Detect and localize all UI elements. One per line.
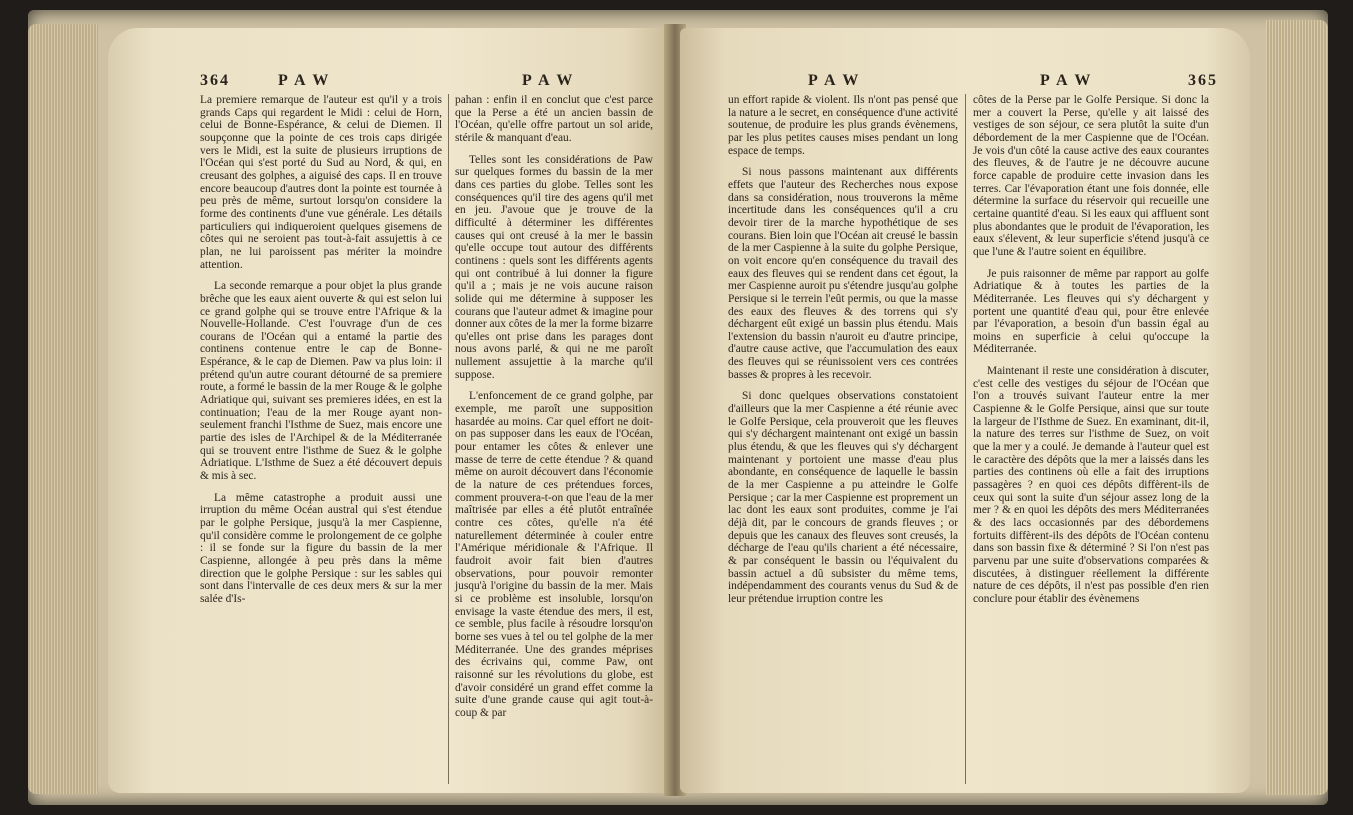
left-page-number: 364 bbox=[200, 72, 230, 89]
paragraph: La seconde remarque a pour objet la plus grande brêche que les eaux aient ouverte & qui est selon lui ce grand golphe qui se trouve entre l'Afrique & la Nouvelle-Hollande. C'est l'ouvrage d'un de ces courans de l'Océan qui a entamé la partie des continens contenue entre le cap de Bonne-Espérance, & le cap de Diemen. Paw va plus loin: il prétend qu'un autre courant détourné de sa premiere route, a formé le bassin de la mer Rouge & le golphe Adriatique qui, suivant ses premieres idées, en est la continuation; l'eau de la mer Rouge ayant non-seulement franchi l'Isthme de Suez, mais encore une partie des isles de l'Archipel & de la Méditerranée qui se trouvent entre l'isthme de Suez & le golphe Adriatique. L'Isthme de Suez a été découvert depuis & mis à sec. bbox=[200, 280, 442, 483]
right-column-2 bbox=[973, 94, 1209, 615]
right-column-1 bbox=[728, 94, 958, 615]
paragraph: Maintenant il reste une considération à discuter, c'est celle des vestiges du séjour de l'Océan que l'on a trouvés suivant l'auteur entre la mer Caspienne & le Golfe Persique, ainsi que sur toute la largeur de l'Isthme de Suez. En examinant, dit-il, la nature des terres sur l'isthme de Suez, on voit que la mer y a coulé. Je demande à l'auteur quel est le caractère des dépôts que la mer a laissés dans les parties des continens où elle a fait des irruptions passagères ? en quoi ces dépôts diffèrent-ils de ceux qui sont la suite d'un séjour assez long de la mer ? & en quoi les dépôts des mers Méditerranées & des lacs occasionnés par des débordemens fortuits diffèrent-ils des dépôts de l'Océan contenu dans son bassin fixe & déterminé ? Si l'on n'est pas parvenu par une suite d'observations comparées & discutées, à distinguer réellement la différente nature de ces dépôts, il n'est pas possible d'en rien conclure pour établir des évènemens bbox=[973, 365, 1209, 605]
right-page-number: 365 bbox=[1188, 72, 1218, 89]
paragraph: La même catastrophe a produit aussi une irruption du même Océan austral qui s'est étendue par le golphe Persique, jusqu'à la mer Caspienne, qu'il considère comme le prolongement de ce golphe : il se fonde sur la figure du bassin de la mer Caspienne, allongée à peu près dans la même direction que le golphe Persique : sur les sables qui sont dans l'intervalle de ces deux mers & sur la mer salée d'Is- bbox=[200, 491, 442, 605]
paragraph: Telles sont les considérations de Paw sur quelques formes du bassin de la mer dans ces parties du globe. Telles sont les conséquences qu'il tire des agens qu'il met en jeu. J'avoue que je trouve de la difficulté à déterminer les différentes causes qui ont creusé à la mer le bassin qu'elle occupe tout autour des différents continens : quels sont les différents agents qui ont contribué à lui donner la figure qu'il a ; mais je ne vois aucune raison solide qui me détermine à supposer les courans que l'auteur admet & imagine pour donner aux côtes de la mer la forme bizarre qu'elles ont prise dans les parages dont nous avons parlé, & qui ne me paroît nullement assujettie à la marche qu'il suppose. bbox=[455, 153, 653, 381]
left-page-edges bbox=[28, 24, 98, 794]
column-divider bbox=[965, 94, 966, 784]
paragraph: Si nous passons maintenant aux différents effets que l'auteur des Recherches nous expose dans sa considération, nous trouverons la même incertitude dans les conséquences qu'il a cru devoir tirer de la marche hypothétique de ses courans. Bien loin que l'Océan ait creusé le bassin de la mer Caspienne à la suite du golphe Persique, on voit encore qu'en conséquence du travail des eaux des fleuves qui se rendent dans cet égout, la mer Caspienne auroit pu s'étendre jusqu'au golphe Persique si le terrein l'eût permis, ou que la masse des eaux des fleuves & des torrens qui s'y déchargent eût exigé un bassin plus étendu. Mais l'extension du bassin n'auroit eu d'autre principe, d'autre cause active, que l'accumulation des eaux des fleuves qui se réunissoient vers ces contrées basses & propres à les recevoir. bbox=[728, 166, 958, 381]
paragraph: Si donc quelques observations constatoient d'ailleurs que la mer Caspienne a été réunie avec le Golfe Persique, cela prouveroit que les fleuves qui s'y déchargent maintenant ont exigé un bassin plus étendu, & que les fleuves qui s'y déchargent maintenant y portoient une masse d'eau plus abondante, en conséquence de laquelle le bassin de la mer Caspienne a pu atteindre le Golfe Persique ; car la mer Caspienne est proprement un lac dont les eaux sont produites, comme je l'ai déjà dit, par le concours de grands fleuves ; or depuis que les canaux des fleuves sont creusés, la décharge de l'eau qu'ils charient a été nécessaire, & par conséquent le bassin ou l'équivalent du bassin actuel a dû subsister du même tems, indépendamment des courants venus du Sud & de leur prétendue irruption contre les bbox=[728, 390, 958, 605]
left-running-head-1: P A W bbox=[278, 72, 331, 89]
right-running-head-2: P A W bbox=[1040, 72, 1093, 89]
paragraph: côtes de la Perse par le Golfe Persique. Si donc la mer a couvert la Perse, qu'elle y ait laissé des vestiges de son séjour, ce sera plutôt la suite d'un débordement de la mer Caspienne que de l'Océan. Je vois d'un côté la cause active des eaux courantes des fleuves, & de l'autre je ne découvre aucune force capable de produire cette invasion dans les terres. Car l'évaporation étant une fois donnée, elle détermine la surface du réservoir qui recueille une certaine quantité d'eau. Si les eaux qui affluent sont plus abondantes que le produit de l'évaporation, les eaux s'élevent, & leur superficie s'étend jusqu'à ce que l'une & l'autre soient en équilibre. bbox=[973, 94, 1209, 258]
column-divider bbox=[448, 94, 449, 784]
left-column-1 bbox=[200, 94, 442, 615]
paragraph: pahan : enfin il en conclut que c'est parce que la Perse a été un ancien bassin de l'Océan, qu'elle offre partout un sol aride, stérile & manquant d'eau. bbox=[455, 94, 653, 144]
paragraph: Je puis raisonner de même par rapport au golfe Adriatique & à toutes les parties de la Méditerranée. Les fleuves qui s'y déchargent y portent une quantité d'eau qui, pour être enlevée par l'évaporation, a besoin d'un bassin égal au moins en superficie à celui qu'occupe la Méditerranée. bbox=[973, 267, 1209, 356]
paragraph: La premiere remarque de l'auteur est qu'il y a trois grands Caps qui regardent le Midi : celui de Horn, celui de Bonne-Espérance, & celui de Diemen. Il soupçonne que la pointe de ces trois caps dirigée vers le Midi, est la suite de plusieurs irruptions de l'Océan qui s'est porté du Sud au Nord, & qui, en creusant des golphes, a aiguisé des caps. Il en trouve encore beaucoup d'autres dont la pointe est tournée à peu près de même, surtout lorsqu'on considere la forme des continents d'une vue générale. Les détails particuliers qui indiqueroient quelques gisemens de côtes qui ne seroient pas tout-à-fait assujettis à ce plan, ne lui paroissent pas mériter la moindre attention. bbox=[200, 94, 442, 271]
left-column-2 bbox=[455, 94, 653, 729]
open-book bbox=[28, 10, 1328, 805]
left-running-head-2: P A W bbox=[522, 72, 575, 89]
right-page-edges bbox=[1266, 20, 1328, 795]
left-page bbox=[108, 28, 670, 793]
right-page bbox=[680, 28, 1250, 793]
paragraph: L'enfoncement de ce grand golphe, par exemple, me paroît une supposition hasardée au moins. Car quel effort ne doit-on pas supposer dans les eaux de l'Océan, pour entamer les côtes & enlever une masse de terre de cette étendue ? & quand même on auroit découvert dans l'économie de la nature de ces prétendues forces, comment prouvera-t-on que l'eau de la mer maîtrisée par elles a été plutôt entraînée contre ces côtes, qu'elle n'a été naturellement déterminée à couler entre l'Amérique méridionale & l'Afrique. Il faudroit avoir fait bien d'autres observations, pour pouvoir remonter jusqu'à l'origine du bassin de la mer. Mais si ce problème est insoluble, lorsqu'on envisage la vaste étendue des mers, il est, ce semble, plus facile à résoudre lorsqu'on borne ses vues à tel ou tel golphe de la mer Méditerranée. Une des grandes méprises des écrivains qui, comme Paw, ont raisonné sur les révolutions du globe, est d'avoir considéré un grand effet comme la suite d'une grande cause qui agit tout-à-coup & par bbox=[455, 390, 653, 719]
right-running-head-1: P A W bbox=[808, 72, 861, 89]
paragraph: un effort rapide & violent. Ils n'ont pas pensé que la nature a le secret, en conséquence d'une activité soutenue, de produire les plus grands évènemens, par les plus petites causes mises pendant un long espace de temps. bbox=[728, 94, 958, 157]
